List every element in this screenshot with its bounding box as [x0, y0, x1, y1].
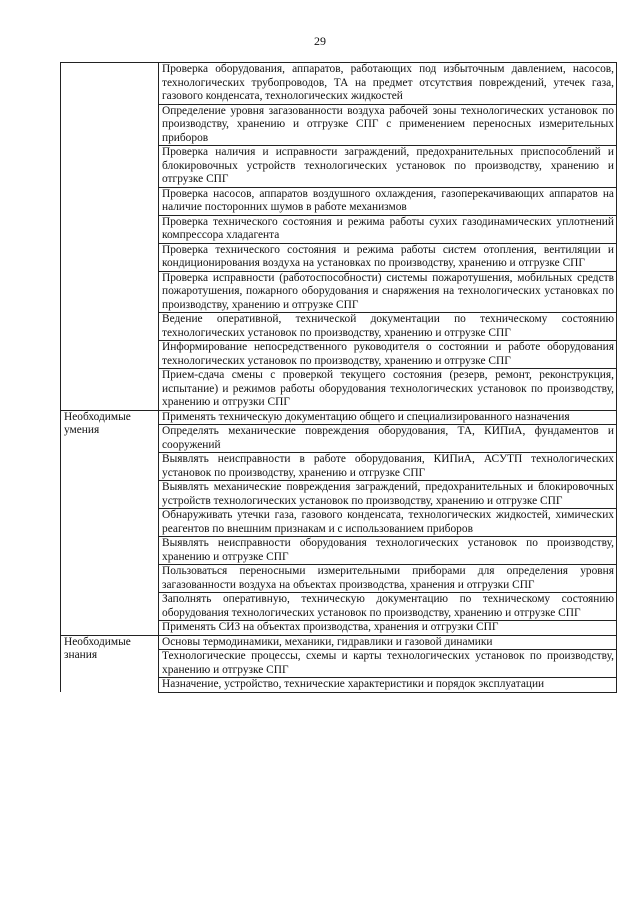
skill-item: Выявлять неисправности оборудования технологических установок по производству, хранению и отгрузке СПГ	[159, 537, 617, 565]
skill-item: Применять СИЗ на объектах производства, хранения и отгрузки СПГ	[159, 621, 617, 636]
knowledge-item: Основы термодинамики, механики, гидравлики и газовой динамики	[159, 635, 617, 650]
page-number: 29	[314, 34, 326, 48]
labor-action-item: Проверка наличия и исправности заграждений, предохранительных приспособлений и блокировочных устройств технологических установок по производству, хранению и отгрузке СПГ	[159, 146, 617, 188]
knowledge-item: Назначение, устройство, технические характеристики и порядок эксплуатации	[159, 678, 617, 693]
labor-action-item: Проверка насосов, аппаратов воздушного охлаждения, газоперекачивающих аппаратов на наличие посторонних шумов в работе механизмов	[159, 187, 617, 215]
table-row	[61, 63, 617, 105]
labor-action-item: Ведение оперативной, технической документации по техническому состоянию технологических установок по производству, хранению и отгрузке СПГ	[159, 313, 617, 341]
labor-action-item: Проверка технического состояния и режима работы сухих газодинамических уплотнений компрессора хладагента	[159, 215, 617, 243]
skill-item: Выявлять неисправности в работе оборудования, КИПиА, АСУТП технологических установок по производству, хранению и отгрузке СПГ	[159, 453, 617, 481]
table-row	[61, 635, 617, 650]
skill-item: Заполнять оперативную, техническую документацию по техническому состоянию оборудования технологических установок по производству, хранению и отгрузке СПГ	[159, 593, 617, 621]
labor-action-item: Информирование непосредственного руководителя о состоянии и работе оборудования технологических установок по производству, хранению и отгрузке СПГ	[159, 341, 617, 369]
labor-action-item: Проверка технического состояния и режима работы систем отопления, вентиляции и кондиционирования воздуха на установках по производству, хранению и отгрузке СПГ	[159, 243, 617, 271]
skill-item: Пользоваться переносными измерительными приборами для определения уровня загазованности воздуха на объектах производства, хранения и отгрузки СПГ	[159, 565, 617, 593]
knowledge-item: Технологические процессы, схемы и карты технологических установок по производству, хранению и отгрузке СПГ	[159, 650, 617, 678]
table-row	[61, 410, 617, 425]
skill-item: Выявлять механические повреждения заграждений, предохранительных и блокировочных устройств технологических установок по производству, хранению и отгрузке СПГ	[159, 481, 617, 509]
labor-action-item: Проверка исправности (работоспособности) системы пожаротушения, мобильных средств пожаротушения, пожарного оборудования и снаряжения на технологических установках по производству, хранению и отгрузке СПГ	[159, 271, 617, 313]
section-label-actions	[61, 63, 159, 411]
section-label-knowledge: Необходимые знания	[61, 635, 159, 692]
skill-item: Применять техническую документацию общего и специализированного назначения	[159, 410, 617, 425]
skill-item: Определять механические повреждения оборудования, ТА, КИПиА, фундаментов и сооружений	[159, 425, 617, 453]
labor-action-item: Проверка оборудования, аппаратов, работающих под избыточным давлением, насосов, технологических трубопроводов, ТА на предмет отсутствия повреждений, утечек газа, газового конденсата, технологических жидкостей	[159, 63, 617, 105]
labor-action-item: Определение уровня загазованности воздуха рабочей зоны технологических установок по производству, хранению и отгрузке СПГ с применением переносных измерительных приборов	[159, 104, 617, 146]
labor-action-item: Прием-сдача смены с проверкой текущего состояния (резерв, ремонт, реконструкция, испытание) и режимов работы оборудования технологических установок по производству, хранению и отгрузки СПГ	[159, 369, 617, 411]
competency-table	[60, 62, 617, 693]
skill-item: Обнаруживать утечки газа, газового конденсата, технологических жидкостей, химических реагентов по внешним признакам и с использованием приборов	[159, 509, 617, 537]
section-label-skills: Необходимые умения	[61, 410, 159, 635]
